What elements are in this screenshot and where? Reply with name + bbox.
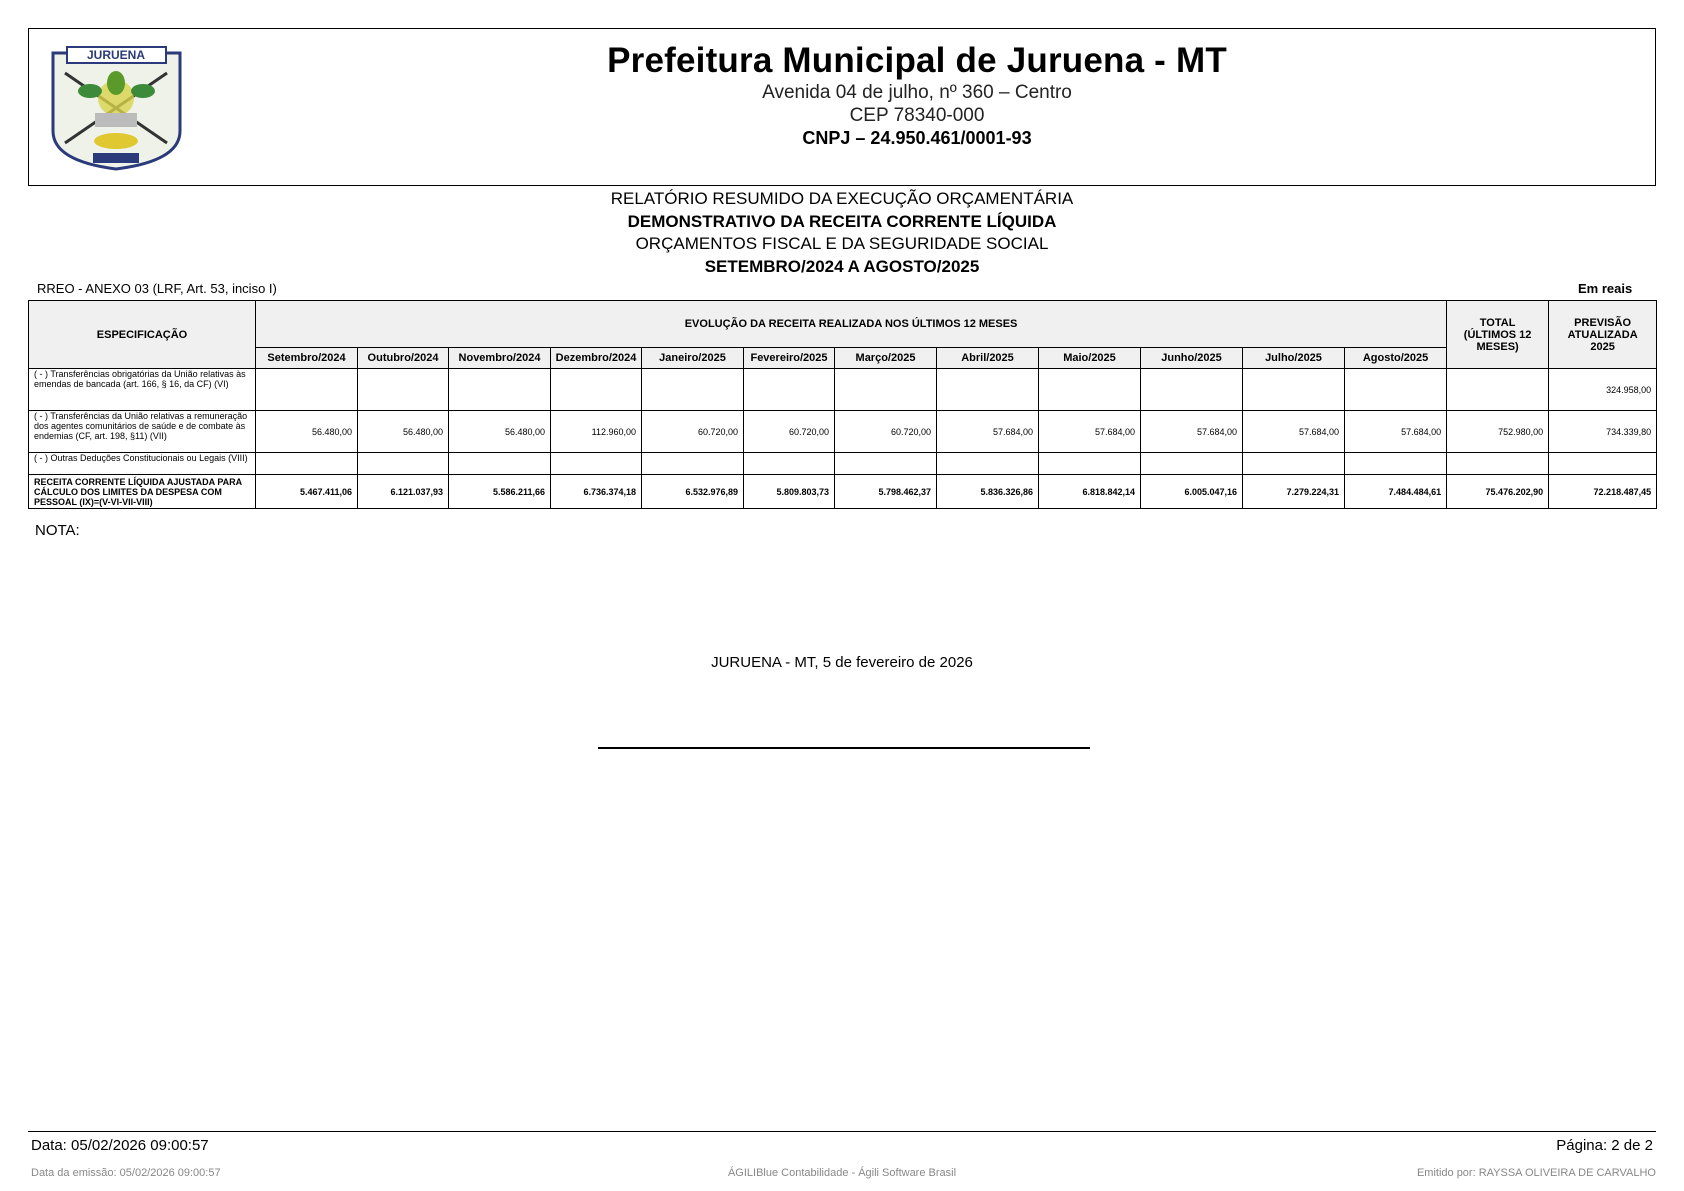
month-value: 56.480,00 [358,411,449,453]
month-header: Maio/2025 [1039,348,1141,369]
forecast-value: 324.958,00 [1549,369,1657,411]
month-value: 56.480,00 [449,411,551,453]
month-header: Junho/2025 [1141,348,1243,369]
month-value [256,453,358,475]
month-value [835,453,937,475]
month-value: 112.960,00 [551,411,642,453]
address: Avenida 04 de julho, nº 360 – Centro [762,82,1072,103]
footer-divider [28,1131,1656,1132]
month-value [835,369,937,411]
forecast-header: PREVISÃO ATUALIZADA 2025 [1549,301,1657,369]
month-header: Fevereiro/2025 [744,348,835,369]
report-title-3: ORÇAMENTOS FISCAL E DA SEGURIDADE SOCIAL [635,234,1049,253]
month-value [937,369,1039,411]
month-value [449,369,551,411]
month-header: Abril/2025 [937,348,1039,369]
emitted-by: Emitido por: RAYSSA OLIVEIRA DE CARVALHO [1416,1167,1656,1179]
month-header: Agosto/2025 [1345,348,1447,369]
month-value [1345,369,1447,411]
total-value: 752.980,00 [1447,411,1549,453]
month-total-value: 6.005.047,16 [1141,475,1243,509]
report-titles [0,188,1684,278]
place-date: JURUENA - MT, 5 de fevereiro de 2026 [711,654,973,671]
rcl-table [28,300,1657,509]
footer-date: Data: 05/02/2026 09:00:57 [31,1137,209,1154]
note-label: NOTA: [35,522,80,539]
month-value [1039,453,1141,475]
month-total-value: 5.467.411,06 [256,475,358,509]
report-title-2: DEMONSTRATIVO DA RECEITA CORRENTE LÍQUIDA [627,211,1057,231]
month-value: 56.480,00 [256,411,358,453]
month-value [1141,369,1243,411]
month-header: Julho/2025 [1243,348,1345,369]
month-value [1243,369,1345,411]
cep: CEP 78340-000 [849,105,985,126]
month-value [642,453,744,475]
month-value [1243,453,1345,475]
currency-unit: Em reais [1578,281,1633,296]
month-total-value: 5.798.462,37 [835,475,937,509]
signature-line [598,747,1090,749]
month-total-value: 5.809.803,73 [744,475,835,509]
total-row [29,475,1657,509]
svg-text:JURUENA: JURUENA [86,48,146,62]
page-number: Página: 2 de 2 [1556,1137,1653,1154]
month-total-value: 7.484.484,61 [1345,475,1447,509]
month-value [358,369,449,411]
month-value: 57.684,00 [1039,411,1141,453]
month-total-value: 5.586.211,66 [449,475,551,509]
month-value: 60.720,00 [744,411,835,453]
report-title-1: RELATÓRIO RESUMIDO DA EXECUÇÃO ORÇAMENTÁRIA [610,189,1074,208]
row-label: ( - ) Transferências da União relativas a remuneração dos agentes comunitários de saúde e de combate às endemias (CF, art. 198, §11) (VII) [29,411,256,453]
row-label: ( - ) Outras Deduções Constitucionais ou Legais (VIII) [29,453,256,475]
month-value [744,453,835,475]
month-header: Março/2025 [835,348,937,369]
month-header: Outubro/2024 [358,348,449,369]
month-value [256,369,358,411]
month-header: Novembro/2024 [449,348,551,369]
month-header: Janeiro/2025 [642,348,744,369]
month-value: 60.720,00 [642,411,744,453]
month-value: 57.684,00 [937,411,1039,453]
month-value: 60.720,00 [835,411,937,453]
spec-header: ESPECIFICAÇÃO [29,301,256,369]
evolution-header: EVOLUÇÃO DA RECEITA REALIZADA NOS ÚLTIMOS 12 MESES [256,301,1447,348]
month-total-value: 6.818.842,14 [1039,475,1141,509]
software-name: ÁGILIBlue Contabilidade - Ágili Software Brasil [727,1167,957,1179]
month-value [1039,369,1141,411]
forecast-value [1549,453,1657,475]
month-header: Setembro/2024 [256,348,358,369]
month-total-value: 6.532.976,89 [642,475,744,509]
month-value: 57.684,00 [1141,411,1243,453]
month-value [1345,453,1447,475]
month-value [449,453,551,475]
grand-forecast-value: 72.218.487,45 [1549,475,1657,509]
row-label: ( - ) Transferências obrigatórias da União relativas às emendas de bancada (art. 166, § 16, da CF) (VI) [29,369,256,411]
month-total-value: 6.736.374,18 [551,475,642,509]
table-row [29,453,1657,475]
month-value [642,369,744,411]
forecast-value: 734.339,80 [1549,411,1657,453]
month-total-value: 6.121.037,93 [358,475,449,509]
month-value [551,369,642,411]
table-row [29,369,1657,411]
emission-date: Data da emissão: 05/02/2026 09:00:57 [31,1167,221,1179]
report-period: SETEMBRO/2024 A AGOSTO/2025 [704,256,980,276]
month-value [937,453,1039,475]
month-total-value: 7.279.224,31 [1243,475,1345,509]
letterhead [28,28,1656,186]
month-total-value: 5.836.326,86 [937,475,1039,509]
annex-reference: RREO - ANEXO 03 (LRF, Art. 53, inciso I) [37,281,277,296]
month-header: Dezembro/2024 [551,348,642,369]
municipality-title: Prefeitura Municipal de Juruena - MT [607,41,1227,80]
cnpj: CNPJ – 24.950.461/0001-93 [802,128,1032,148]
month-value [551,453,642,475]
total-row-label: RECEITA CORRENTE LÍQUIDA AJUSTADA PARA CÁLCULO DOS LIMITES DA DESPESA COM PESSOAL (IX)=(V-VI-VII-VIII) [29,475,256,509]
month-value [358,453,449,475]
month-value: 57.684,00 [1345,411,1447,453]
total-value [1447,453,1549,475]
total-header: TOTAL (ÚLTIMOS 12 MESES) [1447,301,1549,369]
total-value [1447,369,1549,411]
table-row [29,411,1657,453]
month-value [744,369,835,411]
grand-total-value: 75.476.202,90 [1447,475,1549,509]
month-value: 57.684,00 [1243,411,1345,453]
month-value [1141,453,1243,475]
